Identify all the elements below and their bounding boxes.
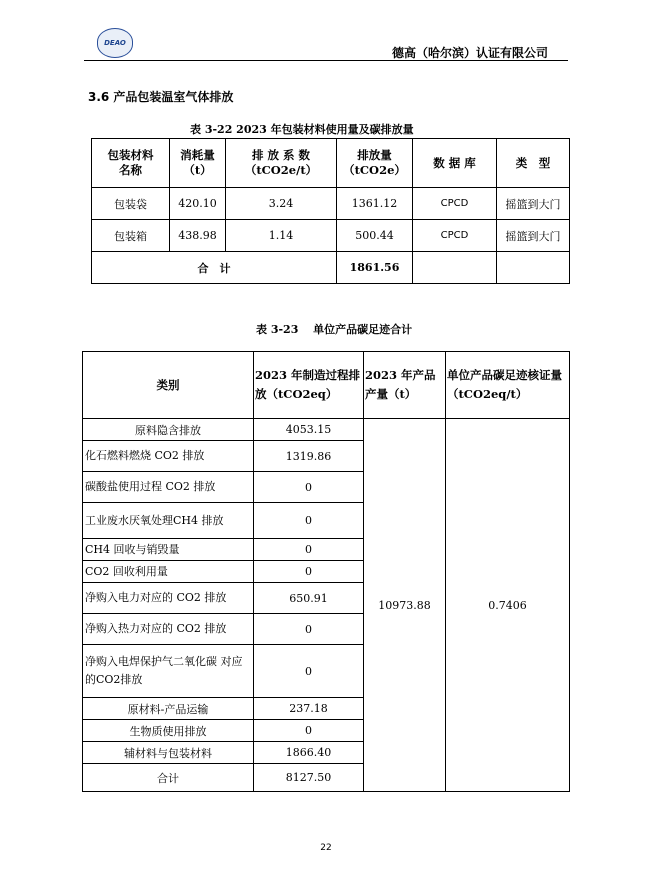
header-cell [92,139,170,188]
total-value: 1861.56 [337,252,413,284]
table-row [92,220,570,252]
table-header-row [92,139,570,188]
header-footprint: 单位产品碳足迹核证量（tCO2eq/t） [446,352,570,419]
table2-caption: 表 3-23 单位产品碳足迹合计 [256,323,413,336]
table-cell: 3.24 [226,188,337,220]
table-cell: 摇篮到大门 [497,188,570,220]
table-header-row [83,352,570,419]
row-value: 0 [254,472,364,503]
header-line-2: （t） [183,163,212,177]
row-value: 650.91 [254,583,364,614]
carbon-footprint-table [82,351,570,792]
header-line-1: 排放量 [357,148,392,162]
header-production: 2023 年产品产量（t） [364,352,446,419]
row-label: 碳酸盐使用过程 CO2 排放 [83,472,254,503]
row-value: 237.18 [254,698,364,720]
header-cell [337,139,413,188]
table-cell [413,252,497,284]
row-value: 0 [254,503,364,539]
row-value: 4053.15 [254,419,364,441]
header-line-1: 排 放 系 数 [251,148,310,162]
table-cell: 1361.12 [337,188,413,220]
footprint-value: 0.7406 [446,419,570,792]
row-value: 0 [254,645,364,698]
row-value: 0 [254,561,364,583]
header-emission: 2023 年制造过程排放（tCO2eq） [254,352,364,419]
header-divider [84,60,568,61]
header-line-1: 数 据 库 [433,155,476,170]
row-label: 净购入电力对应的 CO2 排放 [83,583,254,614]
row-label: 工业废水厌氧处理CH4 排放 [83,503,254,539]
table-cell: 摇篮到大门 [497,220,570,252]
row-value: 1319.86 [254,441,364,472]
production-value: 10973.88 [364,419,446,792]
header-line-2: （tCO2e/t） [244,163,318,177]
row-label: 生物质使用排放 [83,720,254,742]
section-title: 3.6 产品包装温室气体排放 [88,90,234,104]
row-label: CH4 回收与销毁量 [83,539,254,561]
row-label: 合计 [83,764,254,792]
row-label: 化石燃料燃烧 CO2 排放 [83,441,254,472]
row-label: 净购入热力对应的 CO2 排放 [83,614,254,645]
logo-text: DEAO [104,39,126,47]
table-cell: 420.10 [170,188,226,220]
table-row [92,188,570,220]
table-cell: CPCD [413,188,497,220]
row-value: 0 [254,539,364,561]
header-cell [170,139,226,188]
header-line-1: 消耗量 [180,148,215,162]
row-value: 0 [254,614,364,645]
row-label: 净购入电焊保护气二氧化碳 对应的CO2排放 [83,645,254,698]
row-label: 辅材料与包装材料 [83,742,254,764]
row-value: 8127.50 [254,764,364,792]
header-cell [413,139,497,188]
row-value: 0 [254,720,364,742]
table-cell: 500.44 [337,220,413,252]
page-number: 22 [320,843,332,853]
row-label: 原料隐含排放 [83,419,254,441]
packaging-emission-table [91,138,570,284]
table-cell: 包装箱 [92,220,170,252]
table-cell: CPCD [413,220,497,252]
table-total-row [92,252,570,284]
header-line-2: （tCO2e） [343,163,406,177]
row-label: 原材料-产品运输 [83,698,254,720]
header-cell [497,139,570,188]
row-label: CO2 回收利用量 [83,561,254,583]
table-row [83,419,570,441]
header-line-1: 包装材料 [107,148,154,162]
header-line-1: 类 型 [515,155,551,170]
table-cell [497,252,570,284]
total-label: 合 计 [92,252,337,284]
company-name: 德高（哈尔滨）认证有限公司 [391,46,548,60]
header-cell [226,139,337,188]
table-cell: 1.14 [226,220,337,252]
header-category: 类别 [83,352,254,419]
table-cell: 包装袋 [92,188,170,220]
table-cell: 438.98 [170,220,226,252]
header-line-2: 名称 [119,163,142,177]
company-logo [97,28,133,58]
row-value: 1866.40 [254,742,364,764]
table1-caption: 表 3-22 2023 年包装材料使用量及碳排放量 [190,123,414,136]
